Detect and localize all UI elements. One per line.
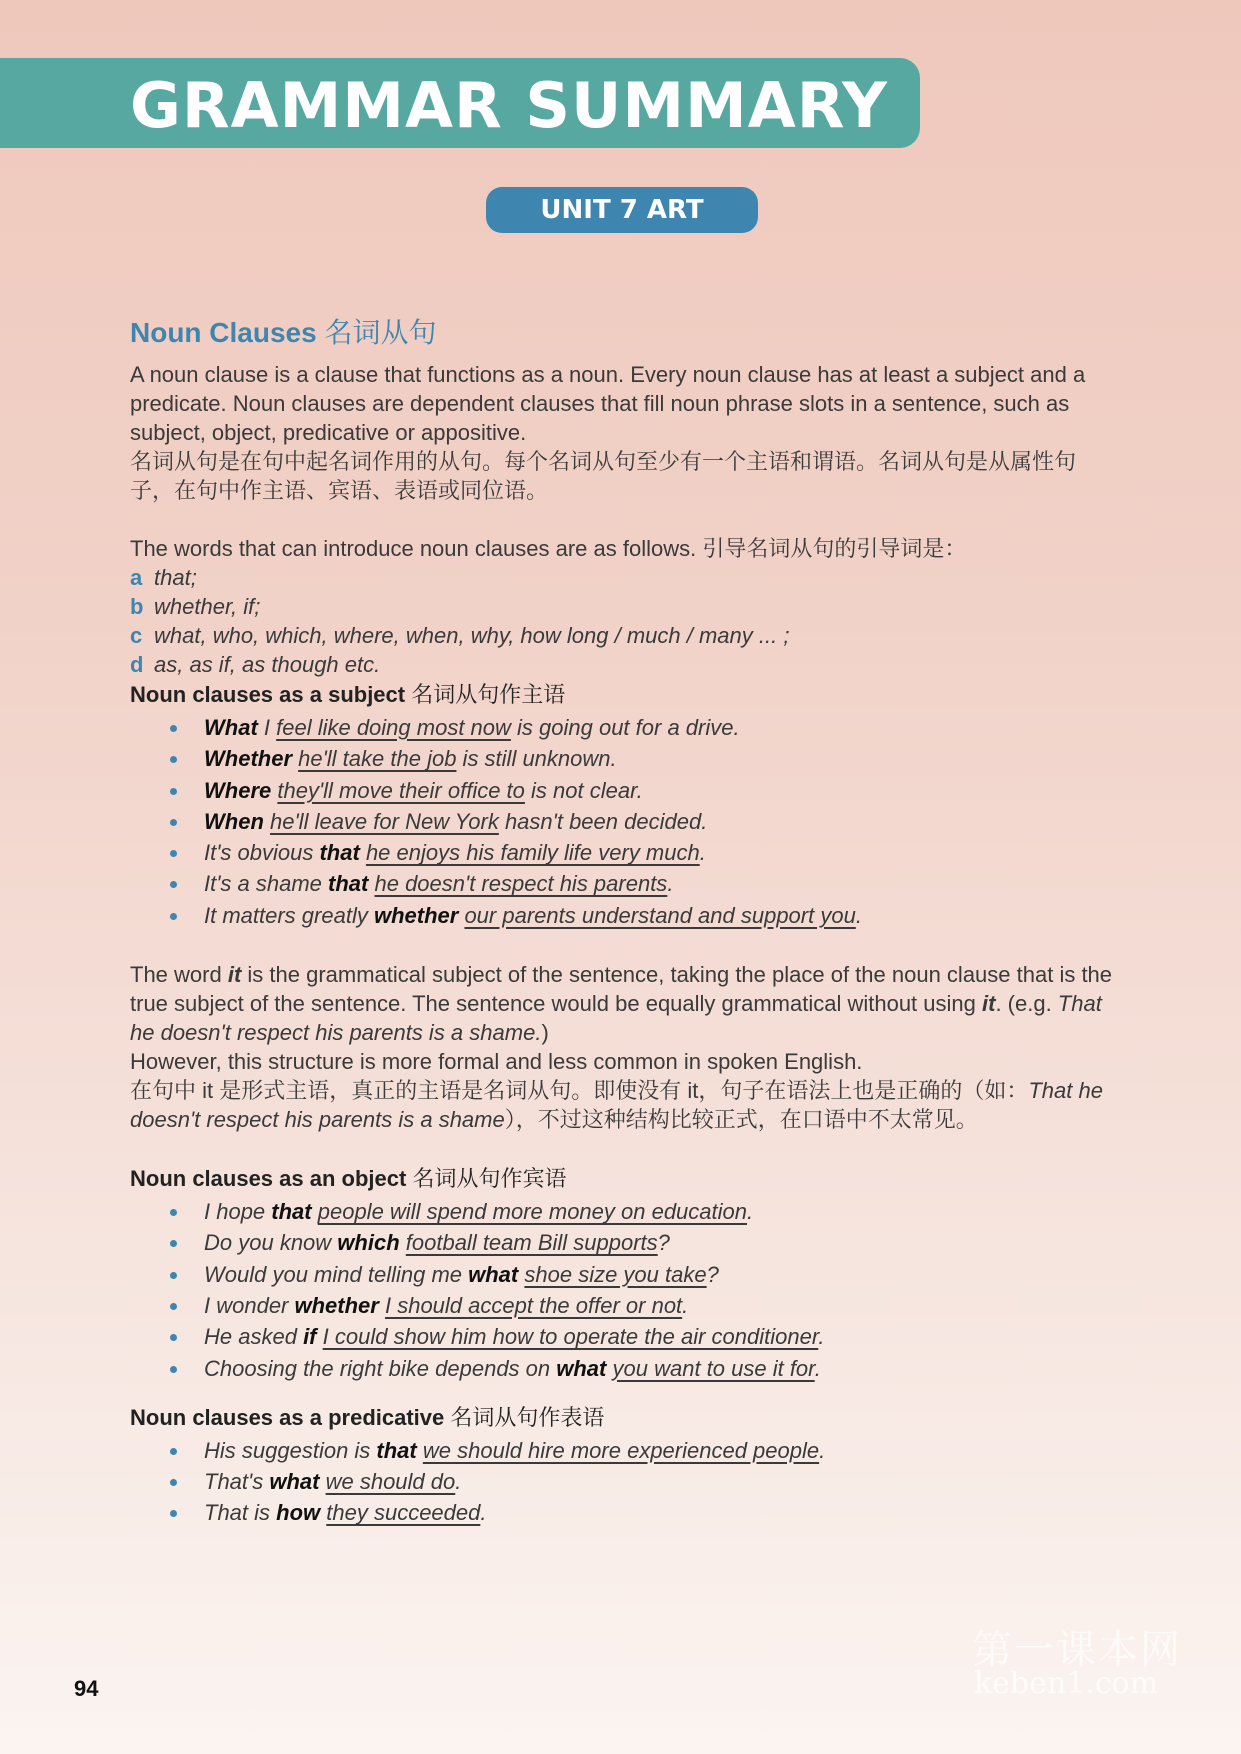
note-cn-example: That he doesn't respect his parents is a shame xyxy=(130,1078,1103,1133)
example-item xyxy=(204,1321,1115,1352)
ex-clause: shoe size you take xyxy=(524,1261,707,1287)
ex-pre: That is xyxy=(204,1500,277,1526)
ex-pre: His suggestion is xyxy=(204,1437,377,1463)
note-it: it xyxy=(227,962,242,988)
ex-post: is not clear. xyxy=(524,777,643,803)
ex-post: hasn't been decided. xyxy=(498,808,708,834)
subject-heading xyxy=(130,679,1115,710)
ex-post: is going out for a drive. xyxy=(510,715,740,740)
ex-pre: Would you mind telling me xyxy=(204,1261,469,1287)
note-text: The word xyxy=(130,962,228,988)
ex-keyword: what xyxy=(556,1355,607,1381)
ex-keyword: What xyxy=(204,715,258,740)
ex-post: . xyxy=(747,1199,754,1225)
subject-heading-en: Noun clauses as a subject xyxy=(130,682,406,707)
ex-pre: It's a shame xyxy=(204,871,329,897)
section-title xyxy=(130,314,1115,352)
ex-clause: we should do xyxy=(325,1469,456,1495)
predicative-heading-cn: 名词从句作表语 xyxy=(450,1404,605,1430)
ex-post: . xyxy=(699,840,706,866)
ex-clause: feel like doing most now xyxy=(276,715,511,740)
page-title: GRAMMAR SUMMARY xyxy=(130,69,888,142)
ex-clause: we should hire more experienced people xyxy=(422,1437,820,1463)
object-heading xyxy=(130,1163,1115,1194)
words-intro-en: The words that can introduce noun clauses are as follows. xyxy=(130,536,697,561)
ex-keyword: When xyxy=(204,808,264,834)
ex-keyword: Whether xyxy=(204,746,292,772)
ex-post: ? xyxy=(657,1230,670,1256)
list-text: what, who, which, where, when, why, how long / much / many ... ; xyxy=(154,623,790,648)
ex-pre: I hope xyxy=(204,1199,272,1225)
list-letter: a xyxy=(130,565,143,590)
main-content xyxy=(130,314,1115,1529)
ex-keyword: that xyxy=(376,1437,417,1463)
ex-keyword: whether xyxy=(294,1292,379,1318)
note-text: . (e.g. xyxy=(995,991,1058,1017)
ex-pre: It's obvious xyxy=(204,840,320,866)
list-text: that; xyxy=(154,565,197,590)
title-banner xyxy=(0,58,920,148)
ex-clause: he enjoys his family life very much xyxy=(365,840,700,866)
ex-mid: I xyxy=(257,715,277,740)
ex-keyword: what xyxy=(468,1261,519,1287)
ex-keyword: that xyxy=(271,1199,312,1225)
note-text: is the grammatical subject of the sentence, taking the place of the noun clause that is the true subject of the sentence. The sentence would be equally grammatical without using xyxy=(130,962,1113,1017)
ex-clause: he'll leave for New York xyxy=(270,808,499,834)
example-item xyxy=(204,1227,1115,1258)
note-text: ) xyxy=(541,1020,549,1046)
ex-pre: That's xyxy=(204,1469,270,1495)
ex-pre: Choosing the right bike depends on xyxy=(204,1355,557,1381)
example-item xyxy=(204,712,1115,743)
note-cn-text: ），不过这种结构比较正式，在口语中不太常见。 xyxy=(504,1107,978,1133)
ex-keyword: that xyxy=(328,871,369,897)
ex-post: . xyxy=(455,1469,462,1495)
example-item xyxy=(204,1466,1115,1497)
watermark-cn: 第一课本网 xyxy=(972,1627,1182,1673)
ex-clause: football team Bill supports xyxy=(405,1230,658,1256)
note-cn-text: 在句中 it 是形式主语，真正的主语是名词从句。即使没有 it，句子在语法上也是正确的（如： xyxy=(130,1078,1029,1104)
ex-keyword: which xyxy=(337,1230,400,1256)
list-item xyxy=(130,592,1115,621)
list-item xyxy=(130,650,1115,679)
ex-keyword: how xyxy=(276,1500,321,1526)
ex-clause: people will spend more money on education xyxy=(317,1199,748,1225)
words-intro-cn: 引导名词从句的引导词是： xyxy=(702,536,967,561)
object-heading-cn: 名词从句作宾语 xyxy=(412,1166,567,1192)
ex-keyword: what xyxy=(269,1469,320,1495)
predicative-heading xyxy=(130,1402,1115,1433)
note-paragraph xyxy=(130,960,1115,1047)
words-intro xyxy=(130,534,1115,563)
intro-cn: 名词从句是在句中起名词作用的从句。每个名词从句至少有一个主语和谓语。名词从句是从属性句子，在句中作主语、宾语、表语或同位语。 xyxy=(130,449,1077,503)
ex-post: . xyxy=(819,1437,826,1463)
page-number: 94 xyxy=(74,1676,99,1701)
section-title-cn: 名词从句 xyxy=(324,317,437,348)
predicative-heading-en: Noun clauses as a predicative xyxy=(130,1404,445,1430)
ex-pre: It matters greatly xyxy=(204,902,374,928)
unit-badge: UNIT 7 ART xyxy=(486,187,758,233)
object-examples xyxy=(130,1196,1115,1384)
list-letter: b xyxy=(130,594,144,619)
object-heading-en: Noun clauses as an object xyxy=(130,1166,407,1192)
ex-clause: our parents understand and support you xyxy=(464,902,856,928)
ex-keyword: Where xyxy=(204,777,272,803)
example-item xyxy=(204,806,1115,837)
example-item xyxy=(204,1435,1115,1466)
list-letter: c xyxy=(130,623,143,648)
subject-heading-cn: 名词从句作主语 xyxy=(411,682,566,707)
ex-keyword: whether xyxy=(373,902,459,928)
ex-clause: you want to use it for xyxy=(612,1355,815,1381)
list-text: as, as if, as though etc. xyxy=(154,652,381,677)
list-text: whether, if; xyxy=(154,594,261,619)
ex-clause: I could show him how to operate the air conditioner xyxy=(322,1324,819,1350)
example-item xyxy=(204,868,1115,899)
ex-clause: he'll take the job xyxy=(298,746,457,772)
note-formality: However, this structure is more formal and less common in spoken English. xyxy=(130,1049,863,1075)
ex-post: . xyxy=(855,902,862,928)
ex-clause: they succeeded xyxy=(326,1500,481,1526)
example-item xyxy=(204,775,1115,806)
list-item xyxy=(130,563,1115,592)
example-item xyxy=(204,743,1115,774)
watermark-en: keben1.com xyxy=(974,1666,1159,1701)
example-item xyxy=(204,1259,1115,1290)
ex-post: . xyxy=(667,871,674,897)
subject-examples xyxy=(130,712,1115,931)
ex-clause: he doesn't respect his parents xyxy=(374,871,668,897)
ex-pre: Do you know xyxy=(204,1230,338,1256)
ex-keyword: if xyxy=(303,1324,317,1350)
ex-pre: He asked xyxy=(204,1324,304,1350)
ex-post: ? xyxy=(706,1261,719,1287)
ex-post: . xyxy=(682,1292,689,1318)
ex-keyword: that xyxy=(319,840,360,866)
note-example: That he doesn't respect his parents is a shame. xyxy=(130,991,1102,1046)
ex-post: . xyxy=(818,1324,825,1350)
note-cn xyxy=(130,1076,1115,1134)
intro-en: A noun clause is a clause that functions as a noun. Every noun clause has at least a subject and a predicate. Noun clauses are dependent clauses that fill noun phrase slots in a sentence, such as subject, object, predicative or appositive. xyxy=(130,362,1086,445)
predicative-examples xyxy=(130,1435,1115,1529)
example-item xyxy=(204,1353,1115,1384)
ex-clause: I should accept the offer or not xyxy=(384,1292,683,1318)
example-item xyxy=(204,837,1115,868)
ex-clause: they'll move their office to xyxy=(277,777,525,803)
list-letter: d xyxy=(130,652,144,677)
ex-post: is still unknown. xyxy=(456,746,617,772)
ex-post: . xyxy=(814,1355,821,1381)
example-item xyxy=(204,1196,1115,1227)
ex-pre: I wonder xyxy=(204,1292,295,1318)
introducer-list xyxy=(130,563,1115,679)
ex-post: . xyxy=(480,1500,487,1526)
example-item xyxy=(204,1497,1115,1528)
note-it: it xyxy=(981,991,996,1017)
example-item xyxy=(204,1290,1115,1321)
example-item xyxy=(204,900,1115,931)
section-title-en: Noun Clauses xyxy=(130,317,317,348)
list-item xyxy=(130,621,1115,650)
